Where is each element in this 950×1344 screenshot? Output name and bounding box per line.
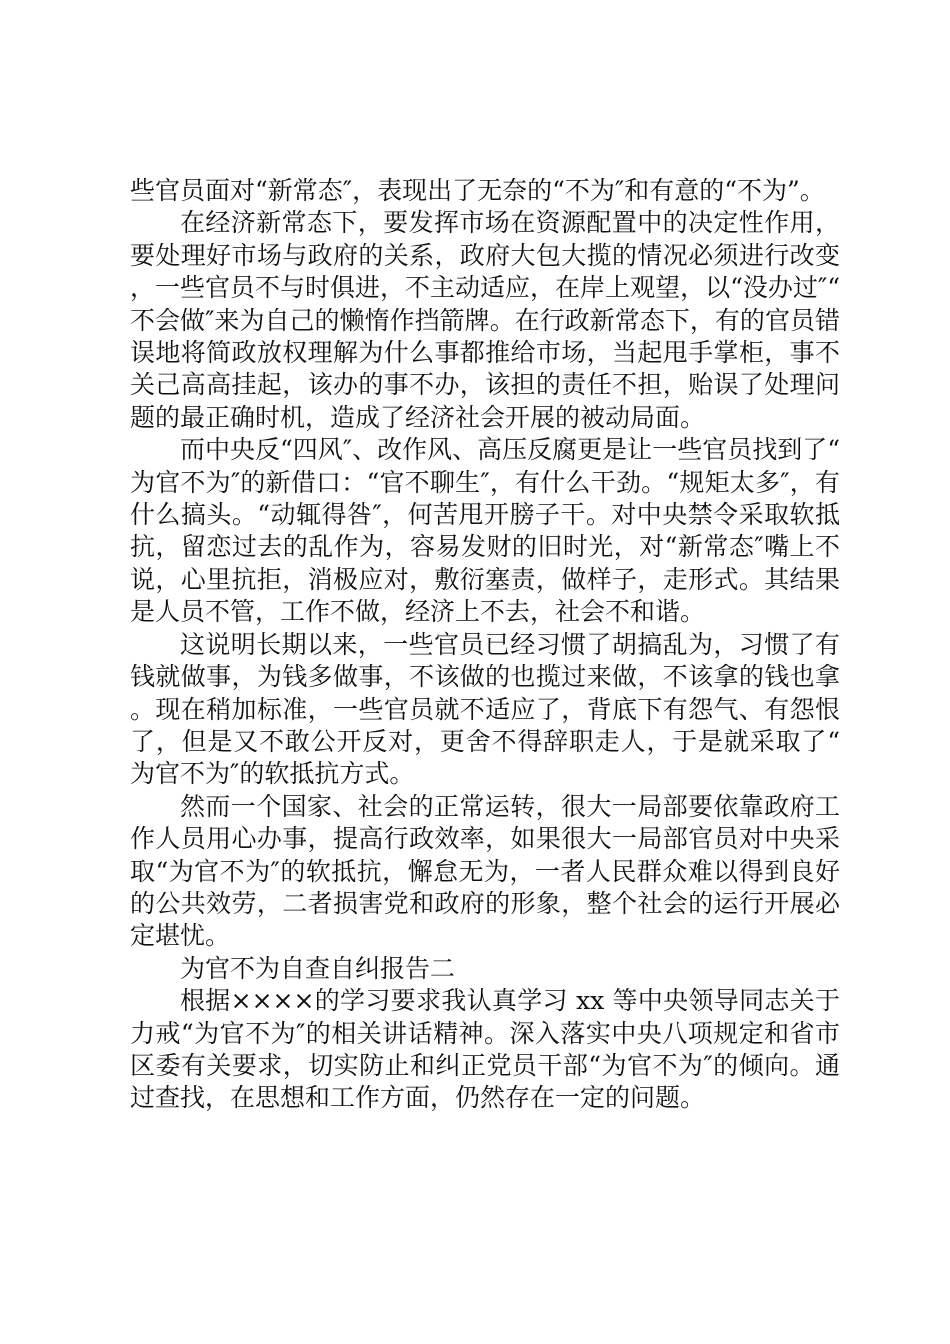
paragraph: 然而一个国家、社会的正常运转，很大一局部要依靠政府工作人员用心办事，提高行政效率，如果很大一局部官员对中央采取“为官不为″的软抵抗，懈怠无为，一者人民群众难以得到良好的公共效劳，二者损害党和政府的形象，整个社会的运行开展必定堪忧。 (130, 791, 840, 951)
document-body (130, 175, 840, 1115)
section-heading: 为官不为自查自纠报告二 (180, 953, 456, 983)
paragraph: 在经济新常态下，要发挥市场在资源配置中的决定性作用，要处理好市场与政府的关系，政府大包大揽的情况必须进行改变，一些官员不与时俱进，不主动适应，在岸上观望，以“没办过″“不会做″来为自己的懒惰作挡箭牌。在行政新常态下，有的官员错误地将简政放权理解为什么事都推给市场，当起甩手掌柜，事不关己高高挂起，该办的事不办，该担的责任不担，贻误了处理问题的最正确时机，造成了经济社会开展的被动局面。 (130, 208, 840, 432)
paragraph: 这说明长期以来，一些官员已经习惯了胡搞乱为，习惯了有钱就做事，为钱多做事，不该做的也揽过来做，不该拿的钱也拿。现在稍加标准，一些官员就不适应了，背底下有怨气、有怨恨了，但是又不敢公开反对，更舍不得辞职走人，于是就采取了“为官不为″的软抵抗方式。 (130, 629, 840, 789)
paragraph: 而中央反“四风″、改作风、高压反腐更是让一些官员找到了“为官不为″的新借口：“官不聊生″，有什么干劲。“规矩太多″，有什么搞头。“动辄得咎″，何苦甩开膀子干。对中央禁令采取软抵抗，留恋过去的乱作为，容易发财的旧时光，对“新常态″嘴上不说，心里抗拒，消极应对，敷衍塞责，做样子，走形式。其结果是人员不管，工作不做，经济上不去，社会不和谐。 (130, 435, 840, 627)
paragraph-continued: 些官员面对“新常态″，表现出了无奈的“不为″和有意的“不为”。 (130, 176, 825, 205)
paragraph: 根据××××的学习要求我认真学习 xx 等中央领导同志关于力戒“为官不为″的相关讲话精神。深入落实中央八项规定和省市区委有关要求，切实防止和纠正党员干部“为官不为″的倾向。通过查找，在思想和工作方面，仍然存在一定的问题。 (130, 986, 840, 1113)
